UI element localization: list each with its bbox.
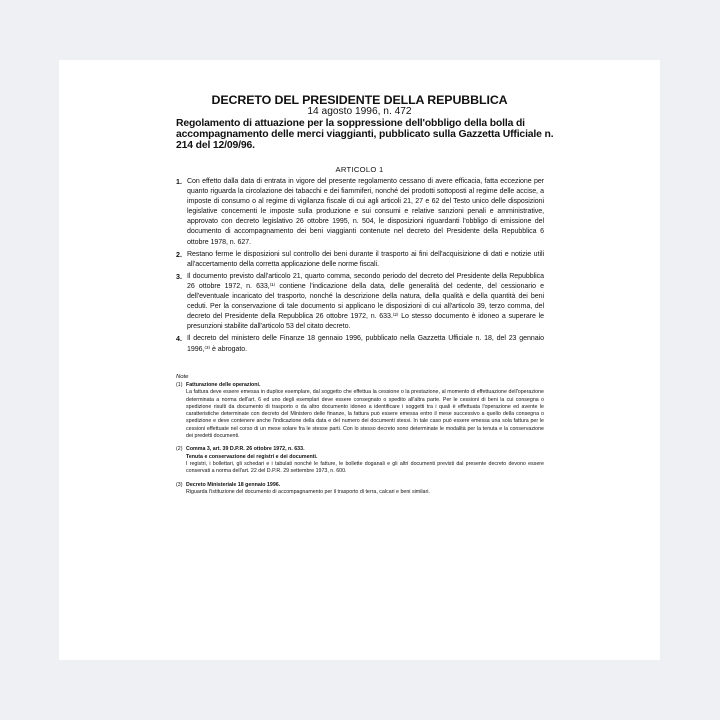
note-number: (3) bbox=[176, 481, 183, 488]
notes-section bbox=[176, 374, 544, 502]
note-number: (2) bbox=[176, 446, 183, 453]
note-number: (1) bbox=[176, 382, 183, 388]
note-item bbox=[176, 482, 544, 497]
decree-subtitle: Regolamento di attuazione per la soppressione dell'obbligo della bolla di accompagnamento delle merci viaggianti, pubblicato sulla Gazzetta Ufficiale n. 214 del 12/09/96. bbox=[176, 118, 554, 152]
item-text: Con effetto dalla data di entrata in vigore del presente regolamento cessano di avere efficacia, fatta eccezione per quanto riguarda la circolazione dei tabacchi e dei fiammiferi, nonché dei prodotti sottoposti al regime delle accise, a imposte di consumo o al regime di vigilanza fiscale di cui agli articoli 21, 27 e 62 del Testo unico delle disposizioni legislative concernenti le imposte sulla produzione e sui consumi e relative sanzioni penali e amministrative, approvato con decreto legislativo 26 ottobre 1995, n. 504, le disposizioni riguardanti l'obbligo di emissione del documento di accompagnamento dei beni viaggianti contenute nel decreto del Presidente della Repubblica 6 ottobre 1978, n. 627. bbox=[187, 178, 544, 246]
note-subheading: Tenuta e conservazione dei registri e dei documenti. bbox=[186, 453, 318, 460]
article-item bbox=[176, 250, 544, 270]
item-text: Restano ferme le disposizioni sul controllo dei beni durante il trasporto ai fini dell'acquisizione di dati e notizie utili all'accertamento della corretta applicazione delle norme fiscali. bbox=[187, 250, 544, 268]
item-text: Il decreto del ministero delle Finanze 18 gennaio 1996, pubblicato nella Gazzetta Ufficiale n. 18, del 23 gennaio 1996,⁽³⁾ è abrogato. bbox=[187, 335, 544, 353]
note-heading: Comma 3, art. 39 D.P.R. 26 ottobre 1972, n. 633. bbox=[186, 446, 305, 453]
notes-label: Note bbox=[176, 374, 189, 380]
decree-date: 14 agosto 1996, n. 472 bbox=[307, 106, 412, 117]
item-number: 1. bbox=[176, 178, 182, 186]
note-item bbox=[176, 382, 544, 440]
item-number: 2. bbox=[176, 250, 182, 259]
note-item bbox=[176, 446, 544, 475]
article-item bbox=[176, 272, 544, 333]
item-text: Il documento previsto dall'articolo 21, quarto comma, secondo periodo del decreto del Presidente della Repubblica 26 ottobre 1972, n. 633,⁽¹⁾ contiene l'indicazione della data, delle generalità del cedente, del cessionario e dell'eventuale incaricato del trasporto, nonché la descrizione della natura, della qualità e della quantità dei beni ceduti. Per la conservazione di tale documento si applicano le disposizioni di cui all'articolo 39, terzo comma, del decreto del Presidente della Repubblica 26 ottobre 1972, n. 633.⁽²⁾ Lo stesso documento è idoneo a superare le presunzioni stabilite dall'articolo 53 del citato decreto. bbox=[187, 272, 544, 331]
decree-title: DECRETO DEL PRESIDENTE DELLA REPUBBLICA bbox=[211, 93, 508, 107]
note-text: I registri, i bollettari, gli schedari e i tabulati nonché le fatture, le bollette doganali e gli altri documenti previsti dal presente decreto devono essere conservati a norma dell'art. 22 del D.P.R. 29 settembre 1973, n. 600. bbox=[186, 460, 544, 475]
document-page bbox=[59, 60, 660, 660]
note-heading: Decreto Ministeriale 18 gennaio 1996. bbox=[186, 481, 281, 488]
article-list bbox=[176, 177, 544, 357]
note-text: La fattura deve essere emessa in duplice esemplare, dal soggetto che effettua la cessione o la prestazione, al momento di effettuazione dell'operazione determinata a norma dell'art. 6 ed uno degli esemplari deve essere consegnato o spedito all'altra parte. Per le cessioni di beni la cui consegna o spedizione risulti da documento di trasporto o da altro documento idoneo a identificare i soggetti tra i quali è effettuata l'operazione ed avente le caratteristiche determinate con decreto del Ministero delle finanze, la fattura può essere emessa entro il mese successivo a quello della consegna o spedizione e deve contenere anche l'indicazione della data e del numero dei documenti stessi. In tale caso può essere emessa una sola fattura per le cessioni effettuate nel corso di un mese solare fra le stesse parti. Con lo stesso decreto sono determinate le modalità per la tenuta e la conservazione dei predetti documenti. bbox=[186, 389, 544, 440]
article-title: ARTICOLO 1 bbox=[335, 165, 384, 174]
note-heading: Fatturazione delle operazioni. bbox=[186, 382, 261, 388]
item-number: 4. bbox=[176, 335, 182, 344]
article-item bbox=[176, 177, 544, 248]
article-item bbox=[176, 334, 544, 354]
item-number: 3. bbox=[176, 272, 182, 281]
note-text: Riguarda l'istituzione del documento di accompagnamento per il trasporto di terra, calcari e beni similari. bbox=[186, 488, 430, 495]
